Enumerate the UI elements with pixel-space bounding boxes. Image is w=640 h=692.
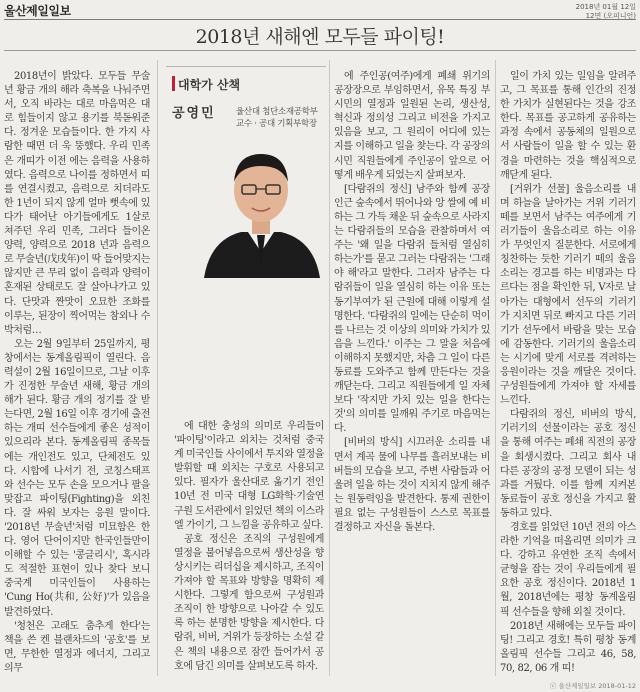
masthead: 울산제일일보 [4, 4, 71, 18]
paragraph: '청천은 고래도 춤추게 한다'는 책을 쓴 켄 블랜차드의 '공호'를 보면, 무한한 열정과 에너지, 그리고 의무 [4, 620, 150, 674]
author-photo [196, 140, 326, 278]
paragraph: 일이 가치 있는 일임을 알려주고, 그 목표를 통해 인간의 진정한 가치가 실현된다는 것을 강조한다. 목표를 공고하게 공유하는 과정 속에서 공동체의 일원으로서 사람들이 일을 할 수 있는 환경을 마련하는 것을 핵심적으로 깨닫게 된다. [500, 71, 636, 181]
author-name: 공영민 [172, 106, 216, 121]
paragraph: [거위가 선물] 울음소리를 내며 하늘을 날아가는 거위 기러기 떼를 보면서 남주는 여주에게 기러기들이 울음소리로 하는 이유가 무엇인지 질문한다. 서로에게 칭찬하는 듯한 기러기 떼의 울음소리는 경고를 하는 비명과는 다르다는 점을 확인한 뒤, V자로 날아가는 대형에서 선두의 기러기가 지치면 뒤로 빠지고 다른 기러기가 선두에서 바람을 맞는 모습에 감동한다. 기러기의 울음소리는 시기에 맞게 서로를 격려하는 응원이라는 것을 깨달은 것이다. 구성원들에게 가져야 할 자세를 느낀다. [500, 183, 636, 407]
column-divider [495, 60, 496, 676]
paragraph: 다람쥐의 정신, 비버의 방식, 기러기의 선물이라는 공호 정신을 통해 여주는 폐쇄 직전의 공장을 회생시켰다. 그리고 회사 내 다른 공장의 공정 모델이 되는 성과를 거뒀다. 이를 함께 지켜본 동료들이 공호 정신을 가지고 활동하고 있다. [500, 409, 636, 519]
column-divider [329, 60, 330, 676]
paragraph: 경호를 읽었던 10년 전의 아스라한 기억을 떠올리면 의미가 크다. 강하고 유연한 조직 속에서 균형을 잡는 것이 우리들에게 필요한 공호 정신이다. 2018년 1월, 2018년에는 평창 동계올림픽 선수들을 향해 외칠 것이다. [500, 522, 636, 618]
column-label-bar [172, 76, 175, 91]
article-column-4 [500, 70, 636, 676]
article-column-2 [174, 420, 324, 676]
paragraph: 2018년 새해에는 모두들 파이팅! 그리고 경호! 특히 평창 동계올림픽 선수들 그리고 46, 58, 70, 82, 06 개 띠! [500, 620, 636, 674]
paragraph: 에 대한 충성의 의미로 우리들이 '파이팅'이라고 외치는 것처럼 중국계 미국인들 사이에서 투지와 열정을 발휘할 때 외치는 구호로 사용되고 있다. 필자가 울산대로 옮기기 전인 10년 전 미국 대형 LG화학·기술연구원 도서관에서 읽었던 책의 이스라엘 가이기, 그 느낌을 공유하고 싶다. [174, 421, 324, 531]
paragraph: [다람쥐의 정신] 남주와 함께 공장인근 숲속에서 뛰어나와 앙 쌀에 예 비하는 그 가득 채운 뒤 숲속으로 사라지는 다람쥐들의 모습을 관찰하며서 여주는 '왜 일을 다람쥐 들처럼 열심히 하는가'를 묻고 그러는 다람쥐는 '그래야 해'라고 말한다. 그러자 남주는 다람쥐들이 일을 열심히 하는 이유 또는 동기부여가 된 근원에 대해 이렇게 설명한다. '다람쥐의 일에는 단순히 먹이를 나르는 것 이상의 의미와 가치가 있음을 느낀다.' 이주는 그 말을 처음에 이해하지 못했지만, 차츰 그 일이 다른 동료를 도와주고 함께 만든다는 것을 깨닫는다. 그리고 직원들에게 일 자체보다 '작지만 가치 있는 일을 한다는 것'의 의미를 일깨워 주기로 마음먹는다. [334, 183, 490, 435]
paragraph: 공호 정신은 조직의 구성원에게 열정을 불어넣음으로써 생산성을 향상시키는 리더십을 제시하고, 조직이 가져야 할 목표와 방향을 명확히 제시한다. 그렇게 함으로써 구성원과 조직이 한 방향으로 나아갈 수 있도록 하는 분명한 방향을 제시한다. 다람쥐, 비버, 거위가 등장하는 소설 같은 책의 내용으로 잠깐 들어가서 공호에 담긴 의미를 살펴보도록 하자. [174, 533, 324, 672]
author-affiliation: 울산대 첨단소재공학부 [236, 107, 318, 117]
column-label: 대학가 산책 [178, 78, 241, 92]
column-box-rule [166, 66, 326, 67]
date-line: 2018년 01월 12일 [575, 3, 636, 11]
column-divider [157, 60, 158, 676]
paragraph: 오는 2월 9일부터 25일까지, 평창에서는 동계올림픽이 열린다. 음력설이 2월 16일이므로, 그날 이후가 진정한 무술년 새해, 황금 개의 해가 된다. 황금 개의 정기를 잘 받는다면, 2월 16일 이후 경기에 출전하는 개띠 선수들에게 좋은 성적이 있으리라 본다. 동계올림픽 종목들에는 개인전도 있고, 단체전도 있다. 시합에 나서기 전, 코칭스태프와 선수는 모두 손을 모으거나 팔을 맞잡고 파이팅(Fighting)을 외친다. 잘 싸워 보자는 응원 말이다. '2018년 무술년'처럼 미묘함은 한다. 영어 단어이지만 한국인들만이 이해할 수 있는 '콩글리시', 혹시라도 적절한 표현이 있나 찾다 보니 중국계 미국인들이 사용하는 'Cung Ho(共和, 公好)'가 있음을 발견하였다. [4, 338, 150, 618]
footer-credit: ⓒ 울산제일일보 2018-01-12 [549, 682, 636, 690]
paragraph: [비버의 방식] 시끄러운 소리를 내면서 계곡 물에 나무를 흘러보내는 비버들의 모습을 보고, 주변 사람들과 어울려 일을 하는 것이 지치지 않게 해주는 원동력임을 발견한다. 통제 권한이 필요 없는 구성원들이 스스로 목표를 결정하고 자신을 돌본다. [334, 437, 490, 533]
top-rule [4, 19, 636, 20]
paragraph: 2018년이 밝았다. 모두들 무술년 황금 개의 해라 축복을 나눠주면서, 오직 바라는 대로 마음먹은 대로 힘들이지 않고 용기를 북돋워준다. 정겨운 모습들이다. 한 가지 사람한 때면 더 욱 뚱했다. 우리 민족은 개띠가 이전 에는 음력을 사용하였다. 음력으로 나이를 정하면서 띠를 연결시켰고, 음력으로 치더라도 한 1년이 되지 않게 얼마 뻣속에 있다가 태어난 아기들에게도 1살로 쳐주던 우리 민족, 그러다 들이온 양력, 양력으로 2018 년과 음력으로 무술년(戊戌年)이 딱 들어맞지는 않지만 큰 무리 없이 음력과 양력이 혼재된 상태로도 잘 살아나가고 있다. 단맛과 짠맛이 오묘한 조화를 이루는, 된장이 찍어먹는 참외나 수박처럼… [4, 71, 150, 336]
article-column-1 [4, 70, 150, 676]
headline: 2018년 새해엔 모두들 파이팅! [195, 26, 445, 48]
page-section: 12면 (오피니언) [585, 12, 636, 20]
author-title: 교수 · 공대 기획부학장 [236, 119, 317, 129]
article-column-3 [334, 70, 490, 676]
paragraph: 에 주인공(여주)에게 폐쇄 위기의 공장장으로 부임하면서, 유목 특징 부 시민의 열정과 일원된 논리, 생산성, 혁신과 정의성 그리고 비전을 가지고 있음을 보고, 그 원리이 어디에 있는 지를 이해하고 일을 찾는다. 각 공장의 시민 직원들에게 주인공이 앞으로 어떻게 배우게 되었는지 살펴보자. [334, 71, 490, 181]
headline-rule [4, 50, 636, 51]
